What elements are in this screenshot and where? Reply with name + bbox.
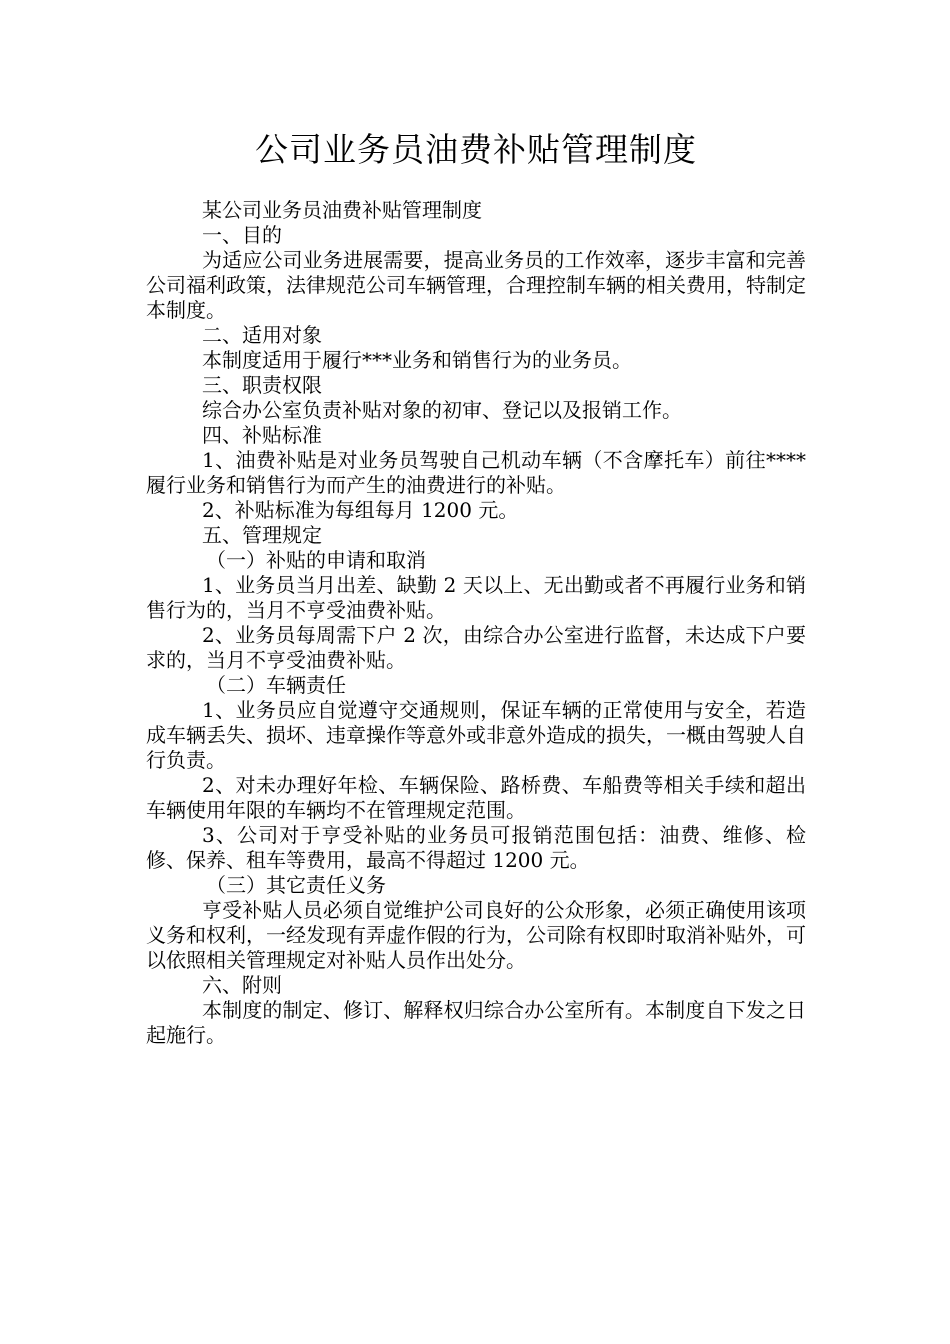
- document-body: [146, 198, 806, 1048]
- paragraph-other-duties: 亨受补贴人员必须自觉维护公司良好的公众形象，必须正确使用该项义务和权利，一经发现有弄虚作假的行为，公司除有权即时取消补贴外，可以依照相关管理规定对补贴人员作出处分。: [146, 898, 806, 972]
- section-heading-standard: 四、补贴标准: [202, 423, 322, 447]
- section-heading-purpose: 一、目的: [202, 223, 282, 247]
- section-heading-management: 五、管理规定: [202, 523, 322, 547]
- paragraph-standard-1: 1、油费补贴是对业务员驾驶自己机动车辆（不含摩托车）前往****履行业务和销售行为而产生的油费进行的补贴。: [146, 448, 806, 497]
- paragraph-standard-2: 2、补贴标准为每组每月 1200 元。: [202, 498, 519, 522]
- paragraph-scope: 本制度适用于履行***业务和销售行为的业务员。: [202, 348, 632, 372]
- paragraph-vehicle-2: 2、对未办理好年检、车辆保险、路桥费、车船费等相关手续和超出车辆使用年限的车辆均不在管理规定范围。: [146, 773, 806, 822]
- section-heading-appendix: 六、附则: [202, 973, 282, 997]
- section-heading-responsibility: 三、职责权限: [202, 373, 322, 397]
- paragraph-application-2: 2、业务员每周需下户 2 次，由综合办公室进行监督，未达成下户要求的，当月不亨受油费补贴。: [146, 623, 806, 672]
- document-title: 公司业务员油费补贴管理制度: [255, 130, 697, 169]
- paragraph-application-1: 1、业务员当月出差、缺勤 2 天以上、无出勤或者不再履行业务和销售行为的，当月不亨受油费补贴。: [146, 573, 806, 622]
- paragraph-vehicle-3: 3、公司对于亨受补贴的业务员可报销范围包括：油费、维修、检修、保养、租车等费用，最高不得超过 1200 元。: [146, 823, 806, 872]
- section-heading-scope: 二、适用对象: [202, 323, 322, 347]
- subsection-heading-vehicle: （二）车辆责任: [206, 673, 346, 697]
- document-page: [146, 124, 806, 1048]
- paragraph-responsibility: 综合办公室负责补贴对象的初审、登记以及报销工作。: [202, 398, 682, 422]
- paragraph-appendix: 本制度的制定、修订、解释权归综合办公室所有。本制度自下发之日起施行。: [146, 998, 806, 1047]
- subsection-heading-application: （一）补贴的申请和取消: [206, 548, 426, 572]
- paragraph-purpose: 为适应公司业务进展需要，提高业务员的工作效率，逐步丰富和完善公司福利政策，法律规范公司车辆管理，合理控制车辆的相关费用，特制定本制度。: [146, 248, 806, 322]
- paragraph-intro: 某公司业务员油费补贴管理制度: [202, 198, 482, 222]
- subsection-heading-other-duties: （三）其它责任义务: [206, 873, 386, 897]
- paragraph-vehicle-1: 1、业务员应自觉遵守交通规则，保证车辆的正常使用与安全，若造成车辆丢失、损坏、违章操作等意外或非意外造成的损失，一概由驾驶人自行负责。: [146, 698, 806, 772]
